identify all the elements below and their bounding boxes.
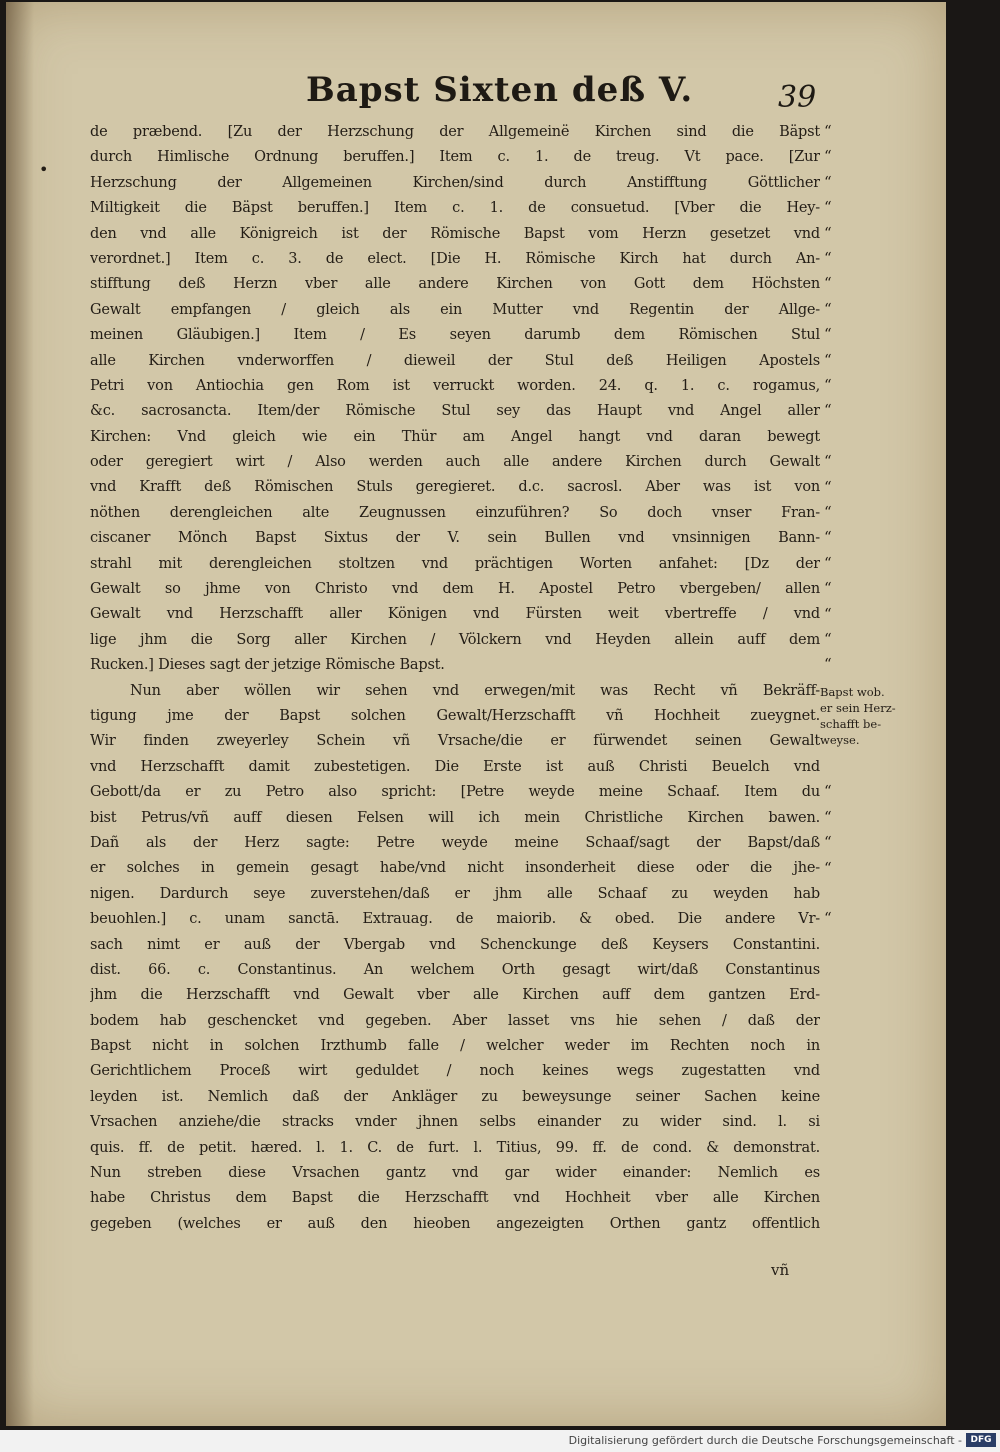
text-line: Bapst nicht in solchen Irzthumb falle / welcher weder im Rechten noch in [90, 1038, 820, 1055]
text-line: Rucken.] Dieses sagt der jetzige Römische Bapst. [90, 657, 445, 674]
text-line: de præbend. [Zu der Herzschung der Allgemeinë Kirchen sind die Bäpst [90, 124, 820, 140]
text-line: ciscaner Mönch Bapst Sixtus der V. sein Bullen vnd vnsinnigen Bann- [90, 530, 820, 547]
quote-mark: “ [824, 604, 832, 623]
text-line: alle Kirchen vnderworffen / dieweil der Stul deß Heiligen Apostels [90, 352, 820, 369]
text-line: er solches in gemein gesagt habe/vnd nicht insonderheit diese oder die jhe- [90, 860, 820, 877]
margin-note-line: schafft be- [820, 717, 882, 731]
quote-mark: “ [824, 630, 832, 648]
quote-mark: “ [824, 299, 832, 318]
text-line: sach nimt er auß der Vbergab vnd Schenckunge deß Keysers Constantini. [90, 936, 820, 953]
quote-mark: “ [824, 477, 832, 496]
quote-mark: “ [824, 122, 832, 140]
text-line: Gewalt vnd Herzschafft aller Königen vnd Fürsten weit vbertreffe / vnd [90, 606, 820, 623]
text-line: &c. sacrosancta. Item/der Römische Stul sey das Haupt vnd Angel aller [90, 403, 820, 420]
text-line: Nun streben diese Vrsachen gantz vnd gar wider einander: Nemlich es [90, 1165, 820, 1182]
quote-mark: “ [824, 807, 832, 826]
body-text [90, 120, 820, 1237]
text-line: Kirchen: Vnd gleich wie ein Thür am Angel hangt vnd daran bewegt [90, 428, 820, 445]
text-line: nigen. Dardurch seye zuverstehen/daß er jhm alle Schaaf zu weyden hab [90, 885, 820, 902]
text-line: vnd Herzschafft damit zubestetigen. Die Erste ist auß Christi Beuelch vnd [90, 758, 820, 775]
quote-mark: “ [824, 503, 832, 521]
text-line: leyden ist. Nemlich daß der Ankläger zu beweysunge seiner Sachen keine [90, 1088, 820, 1105]
quote-mark: “ [824, 325, 832, 344]
quote-mark: “ [824, 833, 832, 852]
text-line: Gebott/da er zu Petro also spricht: [Petre weyde meine Schaaf. Item du [90, 784, 820, 801]
quote-mark: “ [824, 172, 832, 191]
quote-mark: “ [824, 655, 832, 674]
text-line: gegeben (welches er auß den hieoben angezeigten Orthen gantz offentlich [90, 1215, 820, 1232]
book-page [6, 2, 946, 1426]
quote-mark: “ [824, 579, 832, 598]
text-line: verordnet.] Item c. 3. de elect. [Die H. Römische Kirch hat durch An- [90, 250, 820, 267]
text-line: nöthen derengleichen alte Zeugnussen einzuführen? So doch vnser Fran- [90, 504, 820, 521]
quote-mark: “ [824, 553, 832, 572]
margin-dot: • [39, 160, 49, 179]
quote-mark: “ [824, 198, 832, 217]
text-line: Nun aber wöllen wir sehen vnd erwegen/mit was Recht vñ Bekräff- [130, 682, 820, 699]
text-line: bist Petrus/vñ auff diesen Felsen will ich mein Christliche Kirchen bawen. [90, 809, 820, 826]
text-line: dist. 66. c. Constantinus. An welchem Orth gesagt wirt/daß Constantinus [90, 961, 820, 978]
text-line: habe Christus dem Bapst die Herzschafft vnd Hochheit vber alle Kirchen [90, 1190, 820, 1207]
quote-mark: “ [824, 909, 832, 928]
text-line: jhm die Herzschafft vnd Gewalt vber alle Kirchen auff dem gantzen Erd- [90, 987, 820, 1004]
quote-mark: “ [824, 147, 832, 166]
margin-note-line: Bapst wob. [820, 685, 885, 699]
text-line: Dañ als der Herz sagte: Petre weyde meine Schaaf/sagt der Bapst/daß [90, 834, 820, 851]
text-line: oder geregiert wirt / Also werden auch alle andere Kirchen durch Gewalt [90, 454, 820, 471]
text-line: meinen Gläubigen.] Item / Es seyen darumb dem Römischen Stul [90, 327, 820, 344]
text-line: durch Himlische Ordnung beruffen.] Item c. 1. de treug. Vt pace. [Zur [90, 149, 820, 166]
text-line: Herzschung der Allgemeinen Kirchen/sind durch Anstifftung Göttlicher [90, 174, 820, 191]
quote-mark: “ [824, 401, 832, 420]
quote-mark: “ [824, 452, 832, 471]
quote-mark: “ [824, 249, 832, 267]
text-line: beuohlen.] c. unam sanctā. Extrauag. de maiorib. & obed. Die andere Vr- [90, 911, 820, 928]
text-line: quis. ff. de petit. hæred. l. 1. C. de furt. l. Titius, 99. ff. de cond. & demonstrat. [90, 1139, 820, 1156]
page-number: 39 [778, 80, 817, 115]
margin-note [820, 684, 910, 748]
text-line: Wir finden zweyerley Schein vñ Vrsache/die er fürwendet seinen Gewalt [90, 733, 820, 750]
quote-mark: “ [824, 350, 832, 369]
text-line: Miltigkeit die Bäpst beruffen.] Item c. 1. de consuetud. [Vber die Hey- [90, 200, 820, 217]
running-head: Bapst Sixten deß V. [306, 70, 694, 110]
quote-mark: “ [824, 858, 832, 877]
quote-mark: “ [824, 376, 832, 394]
text-line: bodem hab geschencket vnd gegeben. Aber lasset vns hie sehen / daß der [90, 1012, 820, 1029]
text-line: strahl mit derengleichen stoltzen vnd prächtigen Worten anfahet: [Dz der [90, 555, 820, 572]
catchword: vñ [771, 1261, 790, 1279]
margin-note-line: weyse. [820, 733, 860, 747]
text-line: Gewalt empfangen / gleich als ein Mutter vnd Regentin der Allge- [90, 301, 820, 318]
text-line: den vnd alle Königreich ist der Römische Bapst vom Herzn gesetzet vnd [90, 225, 820, 242]
margin-note-line: er sein Herz- [820, 701, 896, 715]
dfg-logo: DFG [966, 1433, 996, 1447]
quote-mark: “ [824, 274, 832, 293]
text-line: vnd Krafft deß Römischen Stuls geregieret. d.c. sacrosl. Aber was ist von [90, 479, 820, 496]
text-line: lige jhm die Sorg aller Kirchen / Völckern vnd Heyden allein auff dem [90, 631, 820, 648]
text-line: Gerichtlichem Proceß wirt geduldet / noch keines wegs zugestatten vnd [90, 1063, 820, 1080]
quote-mark: “ [824, 782, 832, 801]
quote-mark: “ [824, 223, 832, 242]
text-line: Petri von Antiochia gen Rom ist verruckt worden. 24. q. 1. c. rogamus, [90, 377, 820, 394]
text-line: stifftung deß Herzn vber alle andere Kirchen von Gott dem Höchsten [90, 276, 820, 293]
text-line: Vrsachen anziehe/die stracks vnder jhnen selbs einander zu wider sind. l. si [90, 1114, 820, 1131]
quote-mark: “ [824, 528, 832, 547]
text-line: Gewalt so jhme von Christo vnd dem H. Apostel Petro vbergeben/ allen [90, 581, 820, 598]
text-line: tigung jme der Bapst solchen Gewalt/Herzschafft vñ Hochheit zueygnet. [90, 707, 820, 724]
funding-credit: Digitalisierung gefördert durch die Deutsche Forschungsgemeinschaft - [568, 1434, 962, 1447]
